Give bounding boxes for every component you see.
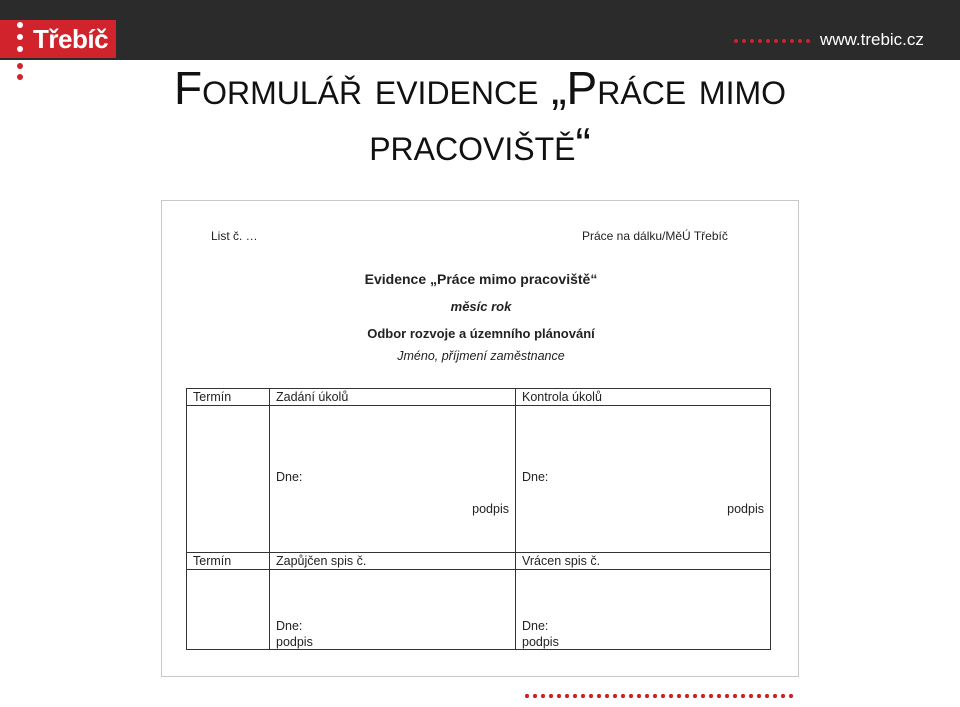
logo-dot-icon: [17, 22, 23, 28]
evidence-table: [186, 388, 771, 650]
table-cell: [516, 406, 771, 553]
table-cell: [187, 570, 270, 650]
table-header-cell: Vrácen spis č.: [516, 553, 771, 570]
date-label: Dne:: [276, 619, 303, 633]
website-url: www.trebic.cz: [820, 30, 924, 49]
form-department: Odbor rozvoje a územního plánování: [367, 326, 595, 341]
table-cell: [270, 570, 516, 650]
form-employee: Jméno, příjmení zaměstnance: [397, 349, 565, 363]
logo-text: Třebíč: [33, 24, 109, 54]
logo-dot-icon: [17, 46, 23, 52]
date-label: Dne:: [276, 470, 303, 484]
slide-title-line2: pracoviště“: [369, 118, 591, 170]
signature-label: podpis: [727, 502, 764, 516]
table-row: [187, 570, 771, 650]
table-header-cell: Kontrola úkolů: [516, 389, 771, 406]
logo-dot-icon: [17, 34, 23, 40]
table-header-cell: Zapůjčen spis č.: [270, 553, 516, 570]
form-document: [161, 200, 799, 677]
form-period: měsíc rok: [450, 299, 512, 314]
table-header-cell: Termín: [187, 389, 270, 406]
signature-label: podpis: [522, 635, 559, 649]
table-cell: [516, 570, 771, 650]
table-cell: [270, 406, 516, 553]
table-header-row: [187, 553, 771, 570]
form-title: Evidence „Práce mimo pracoviště“: [364, 271, 598, 287]
table-cell: [187, 406, 270, 553]
date-label: Dne:: [522, 619, 549, 633]
table-header-cell: Termín: [187, 553, 270, 570]
sheet-number: List č. …: [211, 229, 258, 243]
header-right-text: Práce na dálku/MěÚ Třebíč: [582, 229, 728, 243]
table-row: [187, 406, 771, 553]
date-label: Dne:: [522, 470, 549, 484]
dotted-line-decoration: [732, 38, 812, 44]
signature-label: podpis: [276, 635, 313, 649]
header-bar: [0, 0, 960, 60]
table-header-cell: Zadání úkolů: [270, 389, 516, 406]
dotted-line-decoration: [523, 692, 795, 700]
slide-title-line1: Formulář evidence „Práce mimo: [173, 62, 787, 114]
slide-title: [0, 60, 960, 172]
signature-label: podpis: [472, 502, 509, 516]
table-header-row: [187, 389, 771, 406]
